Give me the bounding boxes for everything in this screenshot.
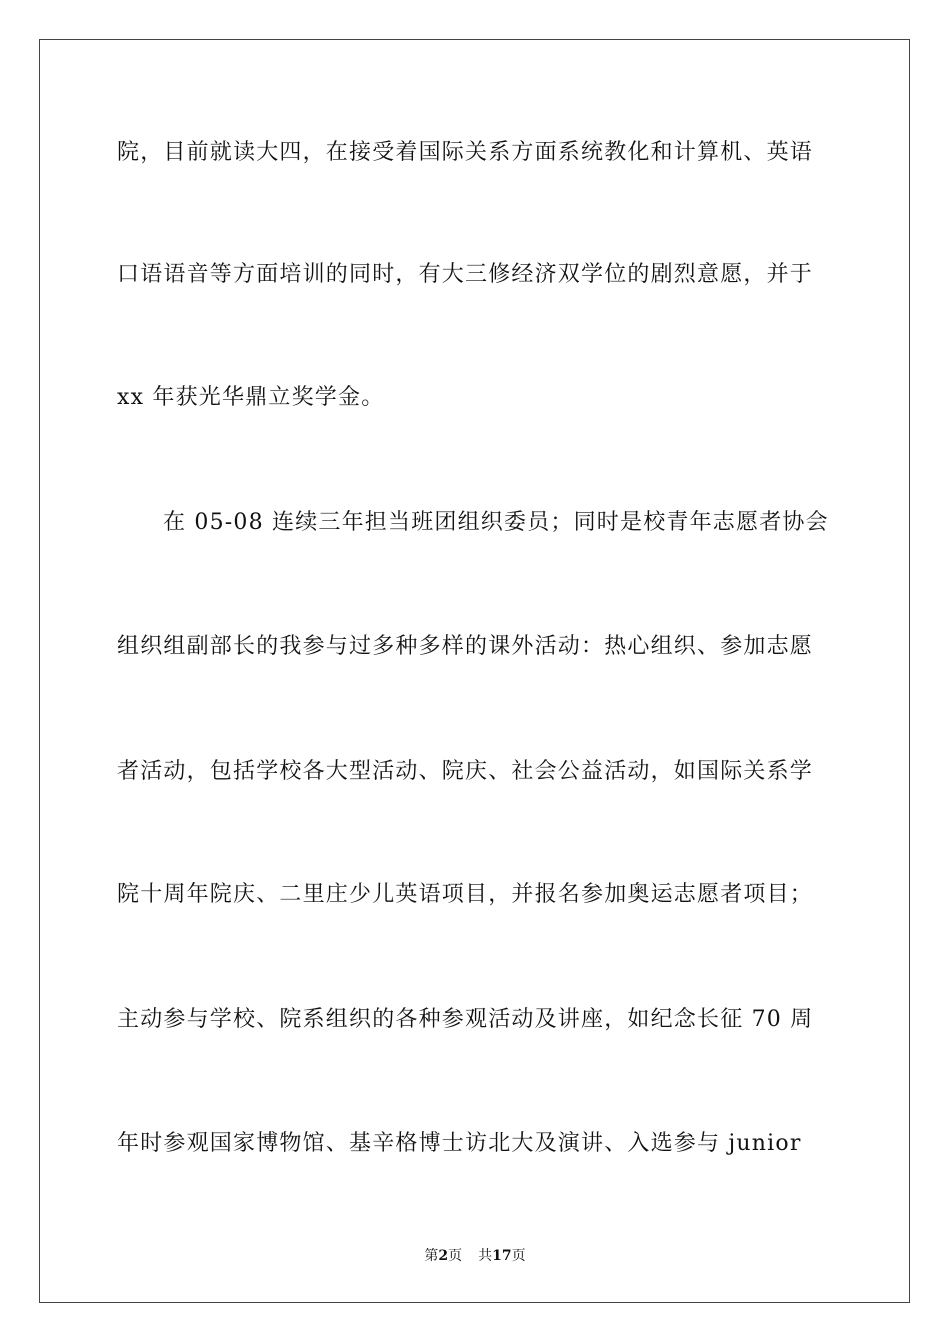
text-line: 组织组副部长的我参与过多种多样的课外活动：热心组织、参加志愿 [117, 634, 814, 659]
text-line: xx 年获光华鼎立奖学金。 [117, 385, 385, 410]
text-line: 年时参观国家博物馆、基辛格博士访北大及演讲、入选参与 junior [117, 1131, 802, 1156]
page-number: 2 [438, 1248, 449, 1264]
page-footer [0, 1246, 950, 1266]
text-line: 者活动，包括学校各大型活动、院庆、社会公益活动，如国际关系学 [117, 759, 814, 784]
total-pages: 17 [492, 1248, 512, 1264]
text-line: 口语语音等方面培训的同时，有大三修经济双学位的剧烈意愿，并于 [117, 262, 814, 287]
text-line: 院，目前就读大四，在接受着国际关系方面系统教化和计算机、英语 [117, 140, 814, 165]
total-suffix: 页 [511, 1248, 526, 1264]
paragraph-first-line: 在 05-08 连续三年担当班团组织委员；同时是校青年志愿者协会 [163, 510, 829, 535]
text-line: 院十周年院庆、二里庄少儿英语项目，并报名参加奥运志愿者项目； [117, 882, 814, 907]
total-prefix: 共 [478, 1248, 493, 1264]
text-line: 主动参与学校、院系组织的各种参观活动及讲座，如纪念长征 70 周 [117, 1007, 814, 1032]
page-suffix: 页 [448, 1248, 463, 1264]
page-prefix: 第 [424, 1248, 439, 1264]
page-frame [39, 39, 910, 1303]
